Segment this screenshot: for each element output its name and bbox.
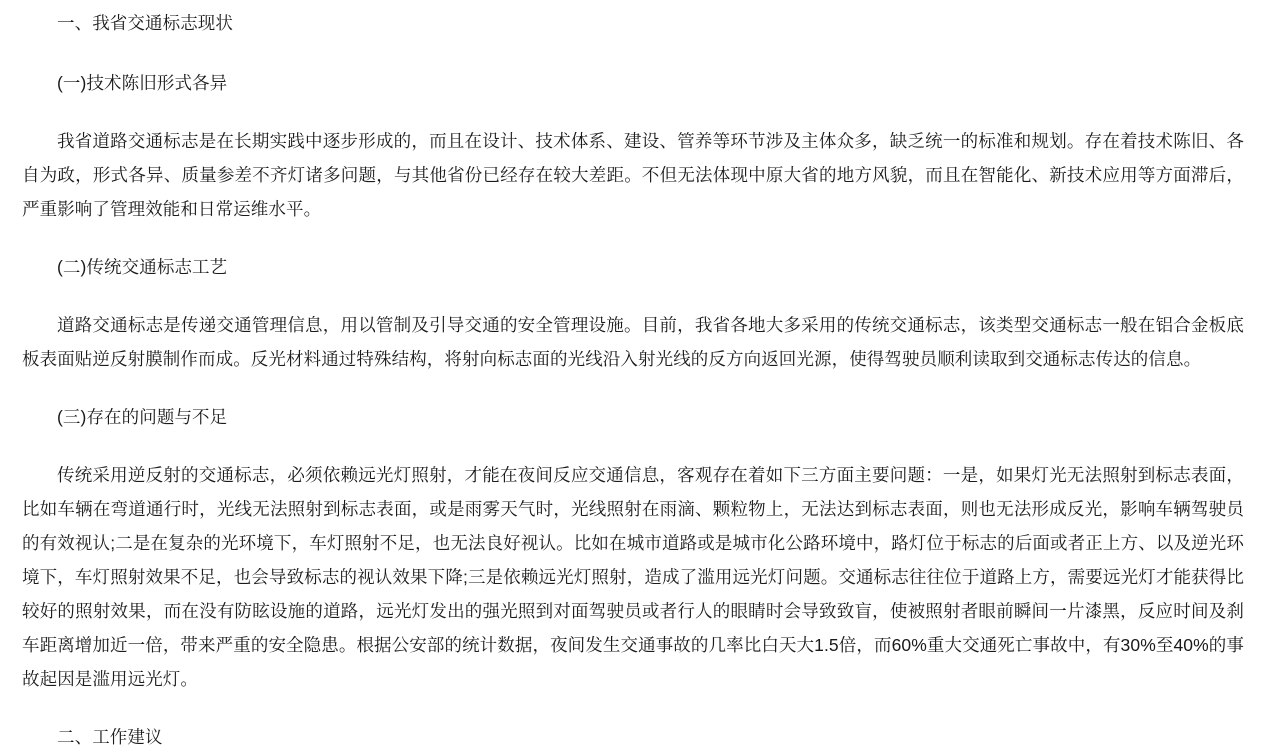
section-heading-2: 二、工作建议 xyxy=(57,727,163,747)
body-paragraph-1-1: 我省道路交通标志是在长期实践中逐步形成的，而且在设计、技术体系、建设、管养等环节涉及主体众多，缺乏统一的标准和规划。存在着技术陈旧、各自为政，形式各异、质量参差不齐灯诸多问题，与其他省份已经存在较大差距。不但无法体现中原大省的地方风貌，而且在智能化、新技术应用等方面滞后，严重影响了管理效能和日常运维水平。 xyxy=(22,131,1244,219)
body-paragraph-1-3: 传统采用逆反射的交通标志，必须依赖远光灯照射，才能在夜间反应交通信息，客观存在着如下三方面主要问题：一是，如果灯光无法照射到标志表面，比如车辆在弯道通行时，光线无法照射到标志表面，或是雨雾天气时，光线照射在雨滴、颗粒物上，无法达到标志表面，则也无法形成反光，影响车辆驾驶员的有效视认;二是在复杂的光环境下，车灯照射不足，也无法良好视认。比如在城市道路或是城市化公路环境中，路灯位于标志的后面或者正上方、以及逆光环境下，车灯照射效果不足，也会导致标志的视认效果下降;三是依赖远光灯照射，造成了滥用远光灯问题。交通标志往往位于道路上方，需要远光灯才能获得比较好的照射效果，而在没有防眩设施的道路，远光灯发出的强光照到对面驾驶员或者行人的眼睛时会导致致盲，使被照射者眼前瞬间一片漆黑，反应时间及刹车距离增加近一倍，带来严重的安全隐患。根据公安部的统计数据，夜间发生交通事故的几率比白天大1.5倍，而60%重大交通死亡事故中，有30%至40%的事故起因是滥用远光灯。 xyxy=(22,465,1244,689)
section-heading-1: 一、我省交通标志现状 xyxy=(57,13,233,33)
subsection-heading-1-3: (三)存在的问题与不足 xyxy=(57,407,228,427)
subsection-heading-1-2: (二)传统交通标志工艺 xyxy=(57,257,228,277)
subsection-heading-1-1: (一)技术陈旧形式各异 xyxy=(57,73,228,93)
body-paragraph-1-2: 道路交通标志是传递交通管理信息，用以管制及引导交通的安全管理设施。目前，我省各地大多采用的传统交通标志，该类型交通标志一般在铝合金板底板表面贴逆反射膜制作而成。反光材料通过特殊结构，将射向标志面的光线沿入射光线的反方向返回光源，使得驾驶员顺利读取到交通标志传达的信息。 xyxy=(22,315,1244,369)
